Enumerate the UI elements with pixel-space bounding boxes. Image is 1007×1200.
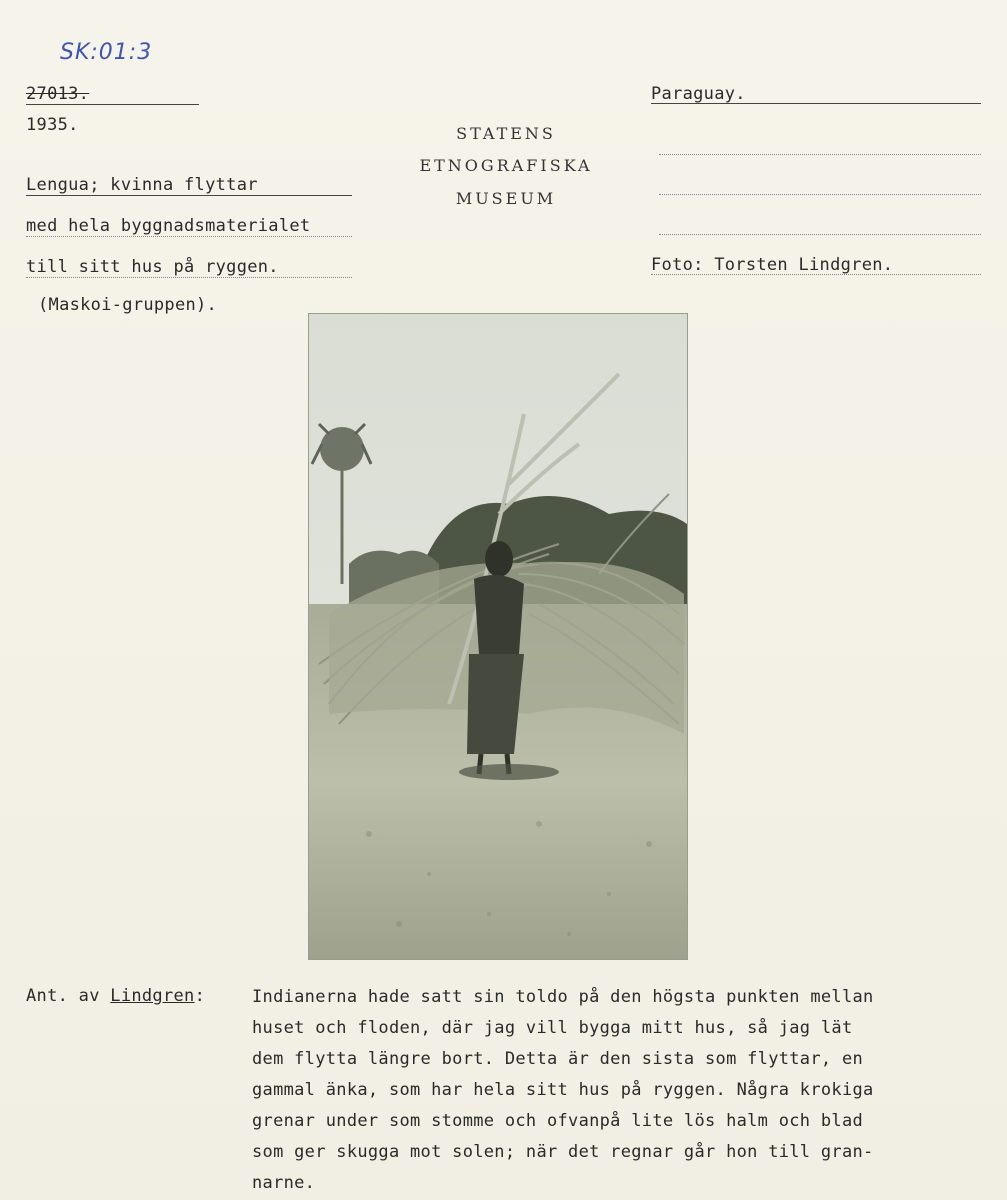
mounted-photograph: [308, 313, 688, 960]
note-line-2: huset och floden, där jag vill bygga mitt hus, så jag lät: [252, 1018, 853, 1038]
blank-rule-1: [659, 154, 981, 155]
caption-rule-2: [26, 236, 352, 237]
museum-line-3: MUSEUM: [455, 189, 557, 208]
photographer: Foto: Torsten Lindgren.: [651, 255, 894, 275]
caption-line-3: till sitt hus på ryggen.: [26, 257, 279, 277]
note-line-7: narne.: [252, 1173, 316, 1193]
photographer-rule: [651, 274, 981, 275]
caption-rule-3: [26, 277, 352, 278]
note-colon: :: [194, 986, 206, 1006]
note-prefix: Ant. av: [26, 986, 100, 1006]
year: 1935.: [26, 115, 79, 135]
caption-line-1: Lengua; kvinna flyttar: [26, 175, 258, 195]
note-text: [252, 982, 992, 1199]
museum-line-2: ETNOGRAFISKA: [419, 156, 593, 175]
caption-line-4: (Maskoi-gruppen).: [38, 295, 218, 315]
museum-line-1: STATENS: [456, 124, 556, 143]
note-line-3: dem flytta längre bort. Detta är den sista som flyttar, en: [252, 1049, 864, 1069]
catalog-number: SK:01:3: [60, 40, 153, 65]
caption-line-2: med hela byggnadsmaterialet: [26, 216, 311, 236]
country: Paraguay.: [651, 84, 746, 104]
photograph-image: [309, 314, 687, 959]
caption-rule-1: [26, 195, 352, 196]
note-line-5: grenar under som stomme och ofvanpå lite lös halm och blad: [252, 1111, 864, 1131]
note-line-1: Indianerna hade satt sin toldo på den högsta punkten mellan: [252, 987, 874, 1007]
note-line-6: som ger skugga mot solen; när det regnar går hon till gran-: [252, 1142, 874, 1162]
note-line-4: gammal änka, som har hela sitt hus på ryggen. Några krokiga: [252, 1080, 874, 1100]
note-author: Lindgren: [110, 986, 195, 1006]
note-label: [26, 986, 205, 1006]
old-number: 27013.: [26, 84, 90, 104]
blank-rule-2: [659, 194, 981, 195]
blank-rule-3: [659, 234, 981, 235]
country-rule: [651, 103, 981, 104]
old-number-rule: [26, 104, 199, 105]
